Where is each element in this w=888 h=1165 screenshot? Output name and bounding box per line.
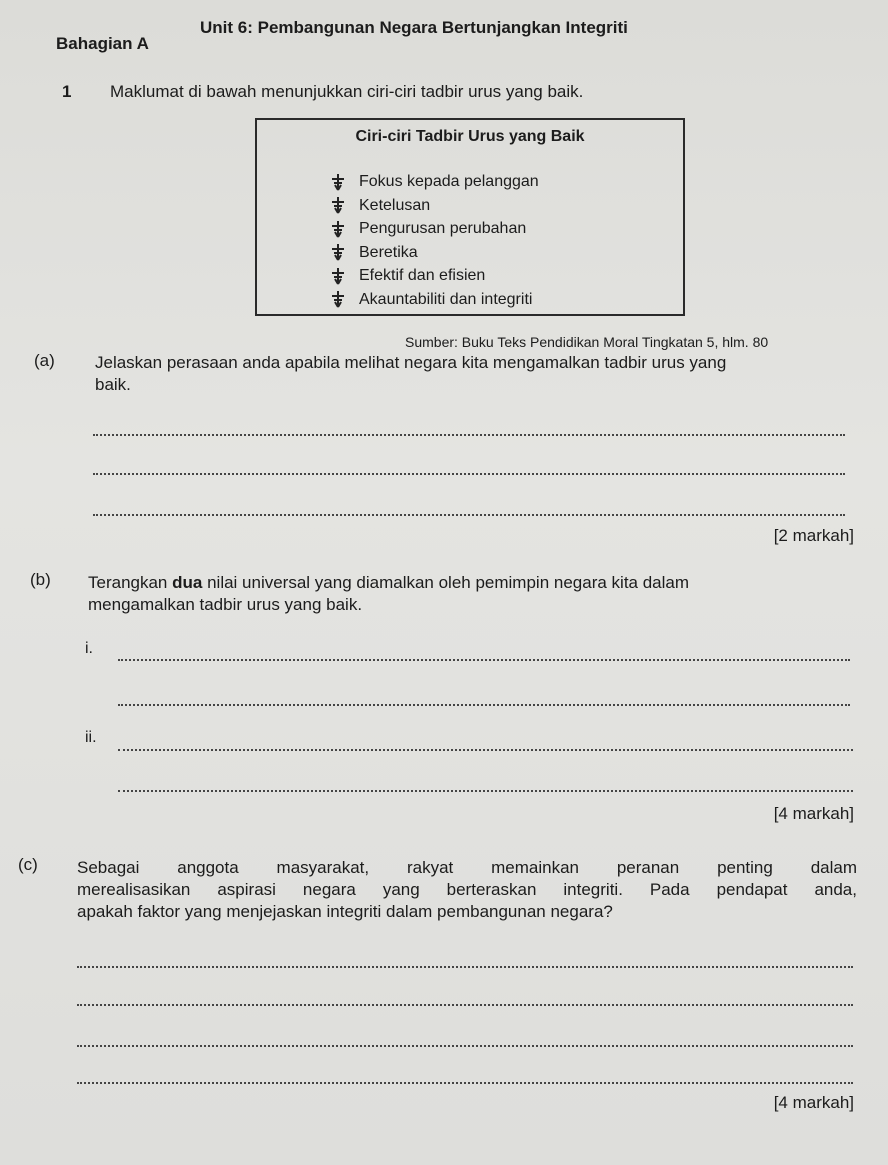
answer-line[interactable]	[118, 790, 853, 792]
source-citation: Sumber: Buku Teks Pendidikan Moral Tingkatan 5, hlm. 80	[405, 334, 769, 350]
part-b-question	[88, 572, 856, 616]
arrow-tack-bullet-icon	[329, 267, 347, 285]
arrow-tack-bullet-icon	[329, 243, 347, 261]
part-b-line-2: mengamalkan tadbir urus yang baik.	[88, 595, 363, 614]
part-a-line-2: baik.	[95, 375, 131, 394]
list-item	[329, 194, 539, 218]
part-b-line-1	[88, 572, 856, 594]
list-item-label: Efektif dan efisien	[359, 267, 486, 284]
list-item	[329, 241, 539, 265]
list-item	[329, 217, 539, 241]
answer-line[interactable]	[93, 434, 845, 436]
part-a-line-1: Jelaskan perasaan anda apabila melihat negara kita mengamalkan tadbir urus yang	[95, 353, 727, 372]
part-b-text-pre: Terangkan	[88, 573, 173, 592]
part-b-label: (b)	[30, 570, 51, 589]
answer-line[interactable]	[77, 1082, 853, 1084]
list-item	[329, 264, 539, 288]
part-a-label: (a)	[34, 351, 55, 370]
answer-line[interactable]	[118, 704, 850, 706]
answer-line[interactable]	[77, 966, 853, 968]
arrow-tack-bullet-icon	[329, 220, 347, 238]
arrow-tack-bullet-icon	[329, 173, 347, 191]
part-b-marks: [4 markah]	[773, 804, 854, 823]
list-item-label: Ketelusan	[359, 196, 431, 214]
part-a-question	[95, 352, 855, 396]
unit-title: Unit 6: Pembangunan Negara Bertunjangkan Integriti	[200, 18, 628, 37]
list-item	[329, 288, 539, 312]
part-c-question	[77, 857, 857, 923]
answer-line[interactable]	[93, 473, 845, 475]
part-c-line-2: merealisasikan aspirasi negara yang berteraskan integriti. Pada pendapat anda,	[77, 880, 857, 899]
part-c-marks: [4 markah]	[773, 1093, 854, 1112]
part-a-marks: [2 markah]	[773, 526, 854, 545]
answer-line[interactable]	[93, 514, 845, 516]
answer-line[interactable]	[118, 749, 853, 751]
question-stem: Maklumat di bawah menunjukkan ciri-ciri tadbir urus yang baik.	[110, 82, 584, 101]
list-item-label: Akauntabiliti dan integriti	[359, 290, 533, 308]
answer-line[interactable]	[118, 659, 850, 661]
sub-item-ii: ii.	[85, 729, 97, 746]
part-b-text-post: nilai universal yang diamalkan oleh pemimpin negara kita dalam	[202, 573, 690, 592]
list-item-label: Beretika	[359, 243, 418, 261]
arrow-tack-bullet-icon	[329, 196, 347, 214]
characteristics-list	[329, 170, 539, 311]
info-box-title: Ciri-ciri Tadbir Urus yang Baik	[355, 128, 585, 145]
part-c-label: (c)	[18, 855, 38, 874]
list-item-label: Pengurusan perubahan	[359, 220, 527, 237]
arrow-tack-bullet-icon	[329, 290, 347, 308]
answer-line[interactable]	[77, 1045, 853, 1047]
part-c-line-3: apakah faktor yang menjejaskan integriti dalam pembangunan negara?	[77, 902, 613, 921]
sub-item-i: i.	[85, 640, 93, 657]
question-number: 1	[62, 82, 72, 101]
answer-line[interactable]	[77, 1004, 853, 1006]
part-c-line-1: Sebagai anggota masyarakat, rakyat memainkan peranan penting dalam	[77, 858, 857, 877]
info-box	[255, 118, 685, 316]
section-heading: Bahagian A	[56, 34, 149, 53]
list-item-label: Fokus kepada pelanggan	[359, 173, 539, 190]
list-item	[329, 170, 539, 194]
part-b-text-bold: dua	[172, 573, 203, 592]
